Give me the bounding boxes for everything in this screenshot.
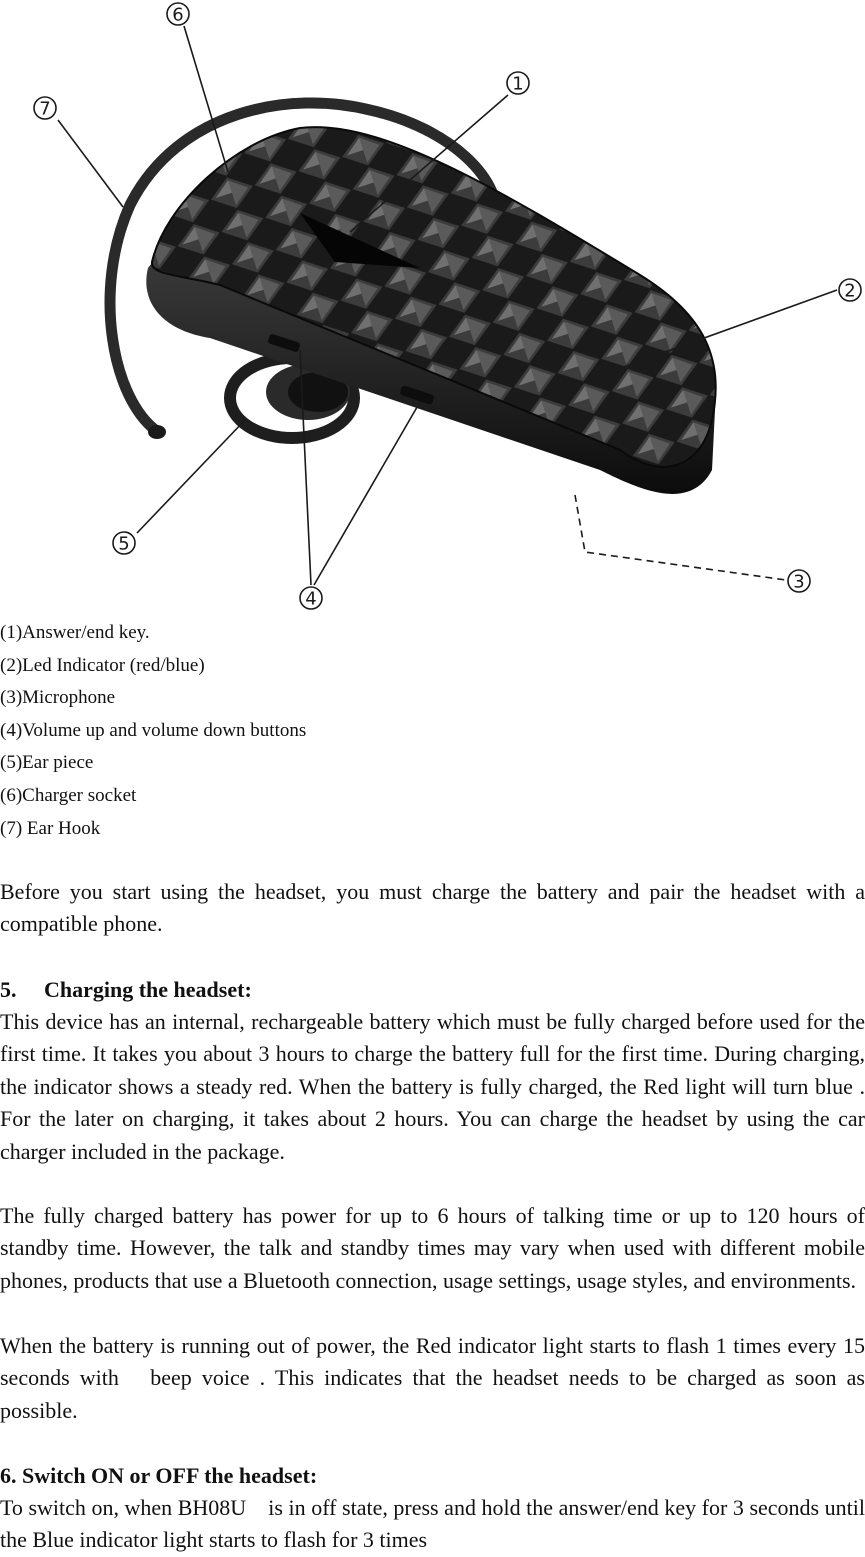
parts-list-item: (2)Led Indicator (red/blue) (0, 654, 205, 676)
parts-list-item: (3)Microphone (0, 687, 116, 709)
parts-list-item: (6)Charger socket (0, 784, 137, 806)
headset-diagram (0, 0, 865, 615)
callout-label: 5 (118, 533, 130, 555)
battery-life-paragraph: The fully charged battery has power for up to 6 hours of talking time or up to 120 hours of standby time. However, the talk and standby times may vary when used with different mobile phones, products that use a Bluetooth connection, usage settings, usage styles, and environments. (0, 1203, 865, 1293)
low-battery-paragraph: When the battery is running out of power, the Red indicator light starts to flash 1 times every 15 seconds with beep voice . This indicates that the headset needs to be charged as soon as possible. (0, 1333, 865, 1423)
parts-list-item: (4)Volume up and volume down buttons (0, 719, 307, 741)
section-number: 5. (0, 977, 17, 1002)
callout-label: 3 (793, 571, 805, 593)
callout-label: 2 (844, 280, 856, 302)
callout-label: 4 (305, 588, 317, 610)
charging-paragraph: This device has an internal, rechargeable battery which must be fully charged before used for the first time. It takes you about 3 hours to charge the battery full for the first time. During charging, the indicator shows a steady red. When the battery is fully charged, the Red light will turn blue . For the later on charging, it takes about 2 hours. You can charge the headset by using the car charger included in the package. (0, 1009, 865, 1164)
power-on-paragraph: To switch on, when BH08U is in off state, press and hold the answer/end key for 3 seconds until the Blue indicator light starts to flash for 3 times (0, 1495, 865, 1553)
section-title: Charging the headset: (44, 977, 252, 1002)
section-heading-power: 6. Switch ON or OFF the headset: (0, 1463, 318, 1488)
section-heading-charging (0, 974, 252, 1006)
parts-list (0, 617, 306, 845)
parts-list-item: (7) Ear Hook (0, 817, 101, 839)
callout-label: 6 (172, 4, 184, 26)
intro-paragraph: Before you start using the headset, you must charge the battery and pair the headset with a compatible phone. (0, 879, 865, 937)
parts-list-item: (5)Ear piece (0, 752, 94, 774)
parts-list-item: (1)Answer/end key. (0, 622, 150, 643)
callout-label: 1 (512, 73, 524, 95)
callout-label: 7 (39, 98, 51, 120)
